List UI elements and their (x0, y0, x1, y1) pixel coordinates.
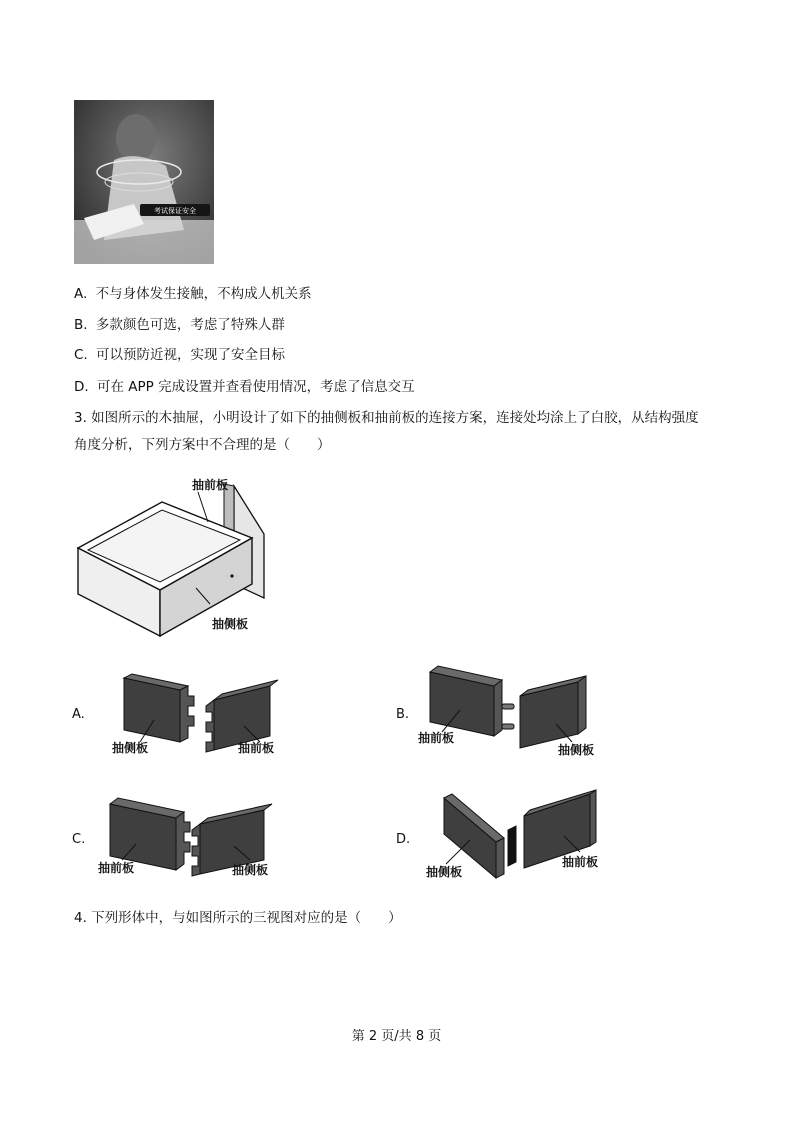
joint-b-right-label: 抽侧板 (558, 743, 595, 757)
joint-c-left-label: 抽前板 (98, 861, 135, 875)
joint-option-a (110, 670, 290, 760)
option-text: 可在 APP 完成设置并查看使用情况，考虑了信息交互 (96, 379, 415, 395)
page-footer: 第 2 页/共 8 页 (351, 1029, 442, 1044)
option-letter: D. (74, 379, 89, 395)
joint-c-right-label: 抽侧板 (232, 863, 269, 877)
question-3-line2: 角度分析，下列方案中不合理的是（ ） (74, 437, 331, 453)
option-letter: A. (74, 286, 88, 302)
option-d (74, 378, 415, 396)
joint-a-right-label: 抽前板 (238, 741, 275, 755)
drawer-figure (74, 476, 274, 638)
joint-option-a-letter: A. (72, 707, 85, 722)
option-text: 多款颜色可选，考虑了特殊人群 (95, 317, 285, 333)
option-b (74, 316, 285, 334)
option-text: 可以预防近视，实现了安全目标 (96, 347, 286, 363)
option-c (74, 346, 285, 364)
joint-option-b-letter: B. (396, 707, 410, 722)
question-3-line1: 3. 如图所示的木抽屉，小明设计了如下的抽侧板和抽前板的连接方案，连接处均涂上了白胶，从结构强度 (74, 410, 699, 426)
option-letter: C. (74, 347, 88, 363)
joint-d-right-label: 抽前板 (562, 855, 599, 869)
joint-d-left-label: 抽侧板 (426, 865, 463, 879)
joint-a-left-label: 抽侧板 (112, 741, 149, 755)
option-a (74, 285, 312, 303)
question-4: 4. 下列形体中，与如图所示的三视图对应的是（ ） (74, 910, 402, 926)
joint-option-d (420, 786, 610, 884)
joint-option-b (412, 662, 612, 762)
drawer-front-label: 抽前板 (192, 478, 229, 492)
joint-option-c (96, 794, 286, 884)
product-photo (74, 100, 214, 264)
joint-b-left-label: 抽前板 (418, 731, 455, 745)
joint-option-c-letter: C. (72, 832, 86, 847)
joint-option-d-letter: D. (396, 832, 411, 847)
photo-overlay-text: 考试保证安全 (154, 207, 196, 215)
option-text: 不与身体发生接触，不构成人机关系 (95, 286, 312, 302)
option-letter: B. (74, 317, 88, 333)
drawer-side-label: 抽侧板 (212, 617, 249, 631)
